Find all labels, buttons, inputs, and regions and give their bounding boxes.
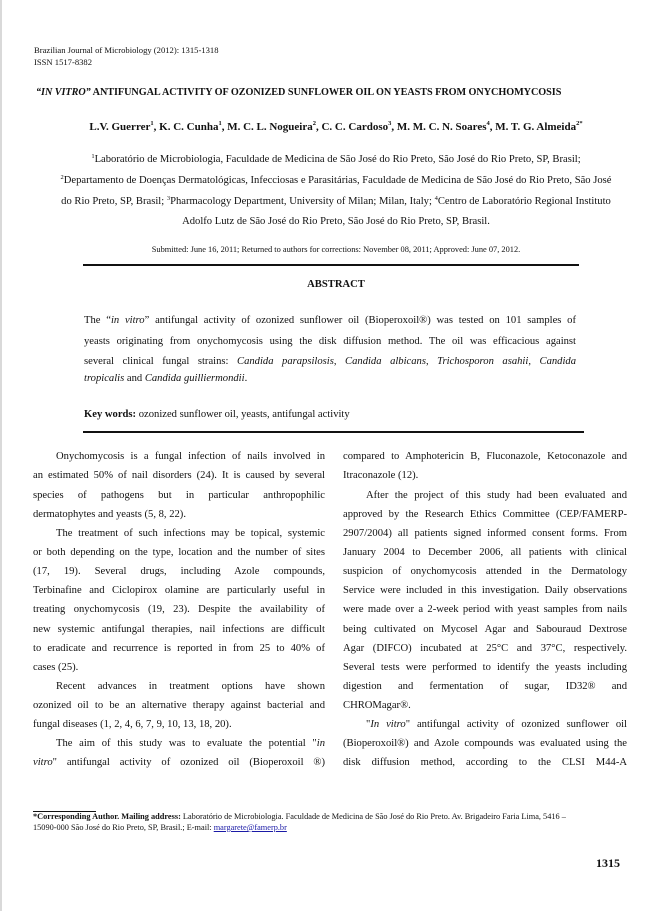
body-text-line: suspicion of onychomycosis attended in the Dermatology: [343, 566, 627, 577]
journal-header: [34, 44, 219, 68]
body-text-line: or both depending on the type, location and the number of sites: [33, 547, 325, 558]
abstract-text-line: tropicalis and Candida guilliermondii.: [84, 373, 248, 384]
affiliation-line: do Rio Preto, SP, Brasil; $^3$Pharmacology Department, University of Milan; Milan, Italy; $^4$Centro de Laboratório Regional Instituto: [61, 195, 611, 207]
article-title: [36, 87, 640, 98]
body-text-line: an estimated 50% of nail disorders (24). It is caused by several: [33, 470, 325, 481]
body-text-line: ozonized oil to be an alternative therapy against bacterial and: [33, 700, 325, 711]
footnote-line: 15090-000 São José do Rio Preto, SP, Brasil.; E-mail: margarete@famerp.br: [33, 823, 287, 832]
keywords-label: Key words:: [84, 409, 137, 420]
abstract-text-line: The “in vitro” antifungal activity of ozonized sunflower oil (Bioperoxoil®) was tested on 101 samples of: [84, 315, 576, 326]
author: L.V. Guerrer$^1$,: [89, 120, 160, 133]
body-text-line: new systemic antifungal therapies, nail infections are difficult: [33, 624, 325, 635]
page-number: 1315: [596, 856, 620, 870]
footnote-label: *Corresponding Author. Mailing address:: [33, 812, 181, 821]
body-text-line: Agar (DIFCO) incubated at 25°C and 37°C, respectively.: [343, 643, 627, 654]
author: M. C. L. Nogueira$^2$,: [227, 120, 322, 133]
title-italic: “IN VITRO”: [36, 87, 91, 98]
affiliation-line: Adolfo Lutz de São José do Rio Preto, São José do Rio Preto, SP, Brasil.: [182, 216, 490, 227]
body-text-line: January 2004 to December 2006, all patients with clinical: [343, 547, 627, 558]
abstract-heading: ABSTRACT: [307, 279, 365, 290]
keywords: [84, 409, 350, 420]
body-text-line: (Bioperoxoil®) and Azole compounds was evaluated using the: [343, 738, 627, 749]
abstract-text-line: several clinical fungal strains: Candida parapsilosis, Candida albicans, Trichosporon asahii, Candida: [84, 356, 576, 367]
body-text-line: approved by the Research Ethics Committee (CEP/FAMERP-: [343, 509, 627, 520]
body-text-line: "In vitro" antifungal activity of ozonized sunflower oil: [366, 719, 628, 730]
journal-issn: ISSN 1517-8382: [34, 57, 93, 67]
body-text-line: Several tests were performed to identify the yeasts including: [343, 662, 627, 673]
footnote-line: *Corresponding Author. Mailing address: Laboratório de Microbiologia. Faculdade de Medicina de São José do Rio Preto. Av. Brigadeiro Faria Lima, 5416 –: [33, 812, 566, 821]
author: C. C. Cardoso$^3$,: [321, 120, 397, 133]
body-text-line: Service were included in this investigation. Daily observations: [343, 585, 627, 596]
body-text-line: Itraconazole (12).: [343, 470, 419, 481]
body-text-line: Onychomycosis is a fungal infection of nails involved in: [56, 451, 325, 462]
body-text-line: After the project of this study had been evaluated and: [366, 490, 627, 501]
page-left-border: [0, 0, 2, 911]
body-text-line: The treatment of such infections may be topical, systemic: [56, 528, 325, 539]
divider-line: [83, 431, 584, 433]
body-text-line: treating onychomycosis (19, 23). Despite the availability of: [33, 604, 325, 615]
author: M. T. G. Almeida$^{2*}$: [495, 120, 583, 133]
body-text-line: were made over a 2-week period with yeast samples from nails: [343, 604, 627, 615]
body-text-line: vitro" antifungal activity of ozonized oil (Bioperoxoil ®): [33, 757, 325, 768]
submission-dates: Submitted: June 16, 2011; Returned to authors for corrections: November 08, 2011; Approved: June 07, 2012.: [151, 245, 521, 254]
body-text-line: CHROMagar®.: [343, 700, 411, 711]
body-text-line: dermatophytes and yeasts (5, 8, 22).: [33, 509, 186, 520]
affiliation-line: $^2$Departamento de Doenças Dermatológicas, Infecciosas e Parasitárias, Faculdade de Medicina de São José do Rio Preto, São José: [60, 174, 612, 186]
author-list: [0, 121, 672, 133]
body-text-line: being cultivated on Mycosel Agar and Sabouraud Dextrose: [343, 624, 627, 635]
affiliation-line: $^1$Laboratório de Microbiologia, Faculdade de Medicina de São José do Rio Preto, São José do Rio Preto, SP, Brasil;: [91, 153, 581, 165]
body-text-line: species of pathogens but in particular anthropophilic: [33, 490, 325, 501]
email-link[interactable]: margarete@famerp.br: [213, 823, 287, 832]
author: K. C. Cunha$^1$,: [159, 120, 228, 133]
body-text-line: fungal diseases (1, 2, 4, 6, 7, 9, 10, 13, 18, 20).: [33, 719, 232, 730]
body-text-line: compared to Amphotericin B, Fluconazole, Ketoconazole and: [343, 451, 627, 462]
body-text-line: (17, 19). Several drugs, including Azole compounds,: [33, 566, 325, 577]
divider-line: [83, 264, 579, 266]
author: M. M. C. N. Soares$^4$,: [396, 120, 496, 133]
body-text-line: digestion and fermentation of sugar, ID32® and: [343, 681, 627, 692]
body-text-line: 2907/2004) all patients signed informed consent forms. From: [343, 528, 627, 539]
body-text-line: disk diffusion method, according to the CLSI M44-A: [343, 757, 627, 768]
body-text-line: to eradicate and recurrence is reported in from 25 to 40% of: [33, 643, 325, 654]
body-text-line: Terbinafine and Ciclopirox olamine are particularly useful in: [33, 585, 325, 596]
title-rest: ANTIFUNGAL ACTIVITY OF OZONIZED SUNFLOWER OIL ON YEASTS FROM ONYCHOMYCOSIS: [90, 87, 562, 98]
journal-citation: Brazilian Journal of Microbiology (2012): 1315-1318: [34, 45, 219, 55]
body-text-line: cases (25).: [33, 662, 79, 673]
body-text-line: The aim of this study was to evaluate the potential "in: [56, 738, 325, 749]
keywords-text: ozonized sunflower oil, yeasts, antifungal activity: [136, 409, 350, 420]
body-text-line: Recent advances in treatment options have shown: [56, 681, 325, 692]
abstract-text-line: yeasts originating from onychomycosis using the disk diffusion method. The oil was efficacious against: [84, 336, 576, 347]
